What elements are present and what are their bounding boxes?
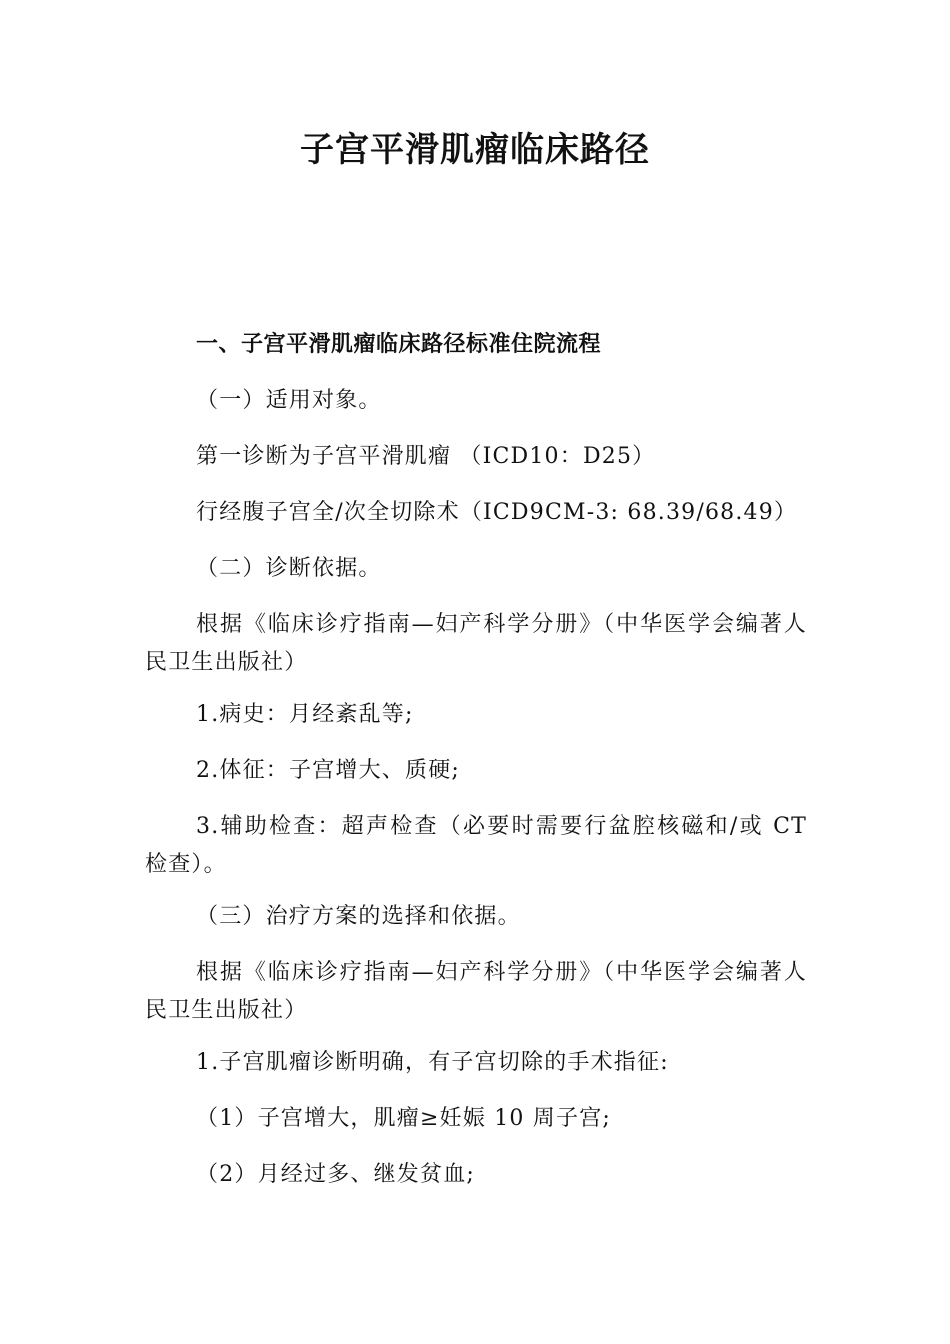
subsection-heading: （三）治疗方案的选择和依据。 bbox=[196, 904, 521, 929]
paragraph: 第一诊断为子宫平滑肌瘤 （ICD10：D25） bbox=[196, 444, 656, 469]
paragraph: 根据《临床诊疗指南—妇产科学分册》（中华医学会编著人民卫生出版社） bbox=[145, 612, 807, 675]
document-body bbox=[145, 326, 807, 1212]
list-item: 1.子宫肌瘤诊断明确，有子宫切除的手术指征: bbox=[196, 1050, 669, 1075]
section-heading: 一、子宫平滑肌瘤临床路径标准住院流程 bbox=[196, 332, 602, 357]
subsection-heading: （一）适用对象。 bbox=[196, 388, 382, 413]
document-title: 子宫平滑肌瘤临床路径 bbox=[300, 130, 650, 170]
paragraph: 根据《临床诊疗指南—妇产科学分册》（中华医学会编著人民卫生出版社） bbox=[145, 960, 807, 1023]
paragraph: 行经腹子宫全/次全切除术（ICD9CM-3: 68.39/68.49） bbox=[196, 500, 798, 525]
subsection-heading: （二）诊断依据。 bbox=[196, 556, 382, 581]
list-item: （2）月经过多、继发贫血; bbox=[196, 1162, 476, 1187]
list-item: 2.体征：子宫增大、质硬; bbox=[196, 758, 461, 783]
list-item: （1）子宫增大，肌瘤≥妊娠 10 周子宫; bbox=[196, 1106, 612, 1131]
list-item: 3.辅助检查：超声检查（必要时需要行盆腔核磁和/或 CT 检查）。 bbox=[145, 814, 807, 877]
list-item: 1.病史：月经紊乱等; bbox=[196, 702, 414, 727]
